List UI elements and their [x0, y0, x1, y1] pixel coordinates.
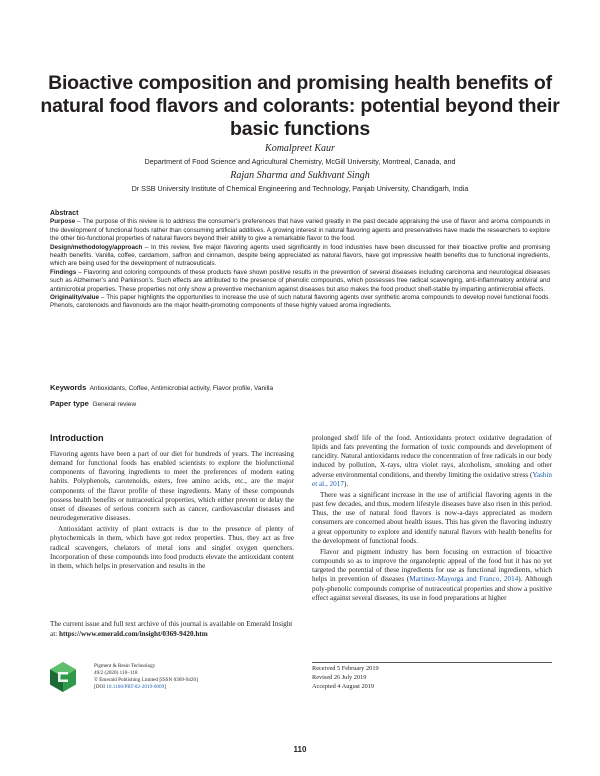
abstract-originality [50, 294, 550, 311]
abstract-design [50, 244, 550, 269]
date-accepted: Accepted 4 August 2019 [312, 682, 375, 690]
purpose-label: Purpose [50, 218, 76, 226]
purpose-text: – The purpose of this review is to address the consumer’s preferences that have varied greatly in the past decade appraising the use of flavor and aroma compounds in the development of functional foods rather than consuming artificial additives. A growing interest in natural flavoring agents and preservatives have made the researchers to explore the other bio-functional properties of natural flavors beyond their ability to give a remarkable flavor to the food. [50, 218, 550, 243]
journal-info [94, 663, 198, 691]
intro-paragraph-3 [312, 434, 552, 489]
para3-text-a: prolonged shelf life of the food. Antioxidants protect oxidative degradation of lipids and fats preventing the formation of toxic compounds and development of rancidity. Natural antioxidants reduce the concentration of free radicals in our body induced by pollution, X-rays, ultra violet rays, alcoholism, smoking and other adverse environmental conditions, and thereby limiting the oxidative stress ( [312, 434, 552, 479]
article-title: Bioactive composition and promising health benefits of natural food flavors and colorants: potential beyond their basic functions [40, 72, 560, 140]
date-revised: Revised 26 July 2019 [312, 673, 367, 681]
intro-paragraph-4: There was a significant increase in the use of artificial flavoring agents in the past few decades, and thus, modern lifestyle diseases have also risen in this period. Thus, the use of natural food flavors is now-a-days appreciated as modern consumers are concerned about health issues. This has given the flavoring industry a great opportunity to explore and identify natural flavors with health benefits for the development of functional foods. [312, 490, 552, 545]
author-affiliation-2: Dr SSB University Institute of Chemical Engineering and Technology, Panjab University, Chandigarh, India [131, 184, 469, 193]
journal-name: Pigment & Resin Technology [94, 663, 156, 669]
intro-paragraph-5 [312, 548, 552, 603]
paper-type-text: General review [92, 401, 137, 408]
journal-url-link[interactable]: https://www.emerald.com/insight/0369-9420.htm [58, 630, 208, 638]
author-names-2: Rajan Sharma and Sukhvant Singh [230, 170, 370, 181]
page-number: 110 [293, 745, 307, 754]
journal-publisher: © Emerald Publishing Limited [ISSN 0369-9420] [94, 677, 198, 684]
abstract-section [50, 210, 550, 311]
access-note-text: The current issue and full text archive of this journal is available on Emerald Insight at: [50, 620, 293, 638]
paper-type-label: Paper type [50, 399, 89, 408]
design-text: – In this review, five major flavoring agents used significantly in food industries have been discussed for their bioactive profile and promising health benefits. Vanilla, coffee, cardamom, saffron and cinnamon, despite being appreciated as natural flavors, have got impressive health benefits due to functional ingredients, which are being used for the development of nutraceuticals. [50, 243, 550, 268]
findings-text: – Flavoring and coloring compounds of these products have shown positive results in the prevention of several diseases including carcinoma and neurological diseases such as Alzheimer’s and Parkinson’s. Such effects are attributed to the presence of phenolic compounds, which possesses free radical scavenging, anti-inflammatory antiviral and antimicrobial properties. These properties not only show a preventive mechanism against diseases but also makes the food product shelf-stable by imparting antimicrobial effects. [50, 268, 550, 293]
para5-text-a: Flavor and pigment industry has been focusing on extraction of bioactive compounds so as to improve the organoleptic appeal of the food but it has no yet targeted the potential of these ingredients for use as functional ingredients, which helps in prevention of diseases ( [312, 547, 552, 584]
keywords-line [50, 383, 273, 393]
keywords-label: Keywords [50, 383, 87, 392]
right-column [312, 434, 552, 603]
intro-paragraph-2: Antioxidant activity of plant extracts is due to the presence of plenty of phytochemicals in them, which have got redox properties. Thus, they act as free radical scavengers, chelators of metal ions and singlet oxygen quenchers. Incorporation of these compounds into food products elevate the antioxidant content in them, which helps in preservation and results in the [50, 525, 294, 570]
emerald-logo-icon [50, 662, 76, 692]
access-note [50, 619, 294, 639]
author-affiliation-1: Department of Food Science and Agricultural Chemistry, McGill University, Montreal, Canada, and [144, 157, 456, 166]
para3-text-b: ). [343, 479, 349, 488]
author-names-1: Komalpreet Kaur [265, 143, 335, 154]
article-dates [312, 665, 379, 691]
citation-yashin[interactable]: Yashin et al., 2017 [312, 470, 552, 488]
para5-text-b: ). Although poly-phenolic compounds comprise of nutraceutical properties and show a positive effect against several diseases, its use in food preparations at higher [312, 575, 552, 602]
citation-martinez[interactable]: Martinez-Mayorga and Franco, 2014 [409, 575, 519, 584]
left-column [50, 450, 294, 571]
abstract-purpose [50, 218, 550, 243]
originality-label: Originality/value [50, 294, 99, 302]
introduction-heading: Introduction [50, 433, 104, 443]
date-received: Received 5 February 2019 [312, 665, 379, 672]
journal-doi [94, 684, 198, 691]
design-label: Design/methodology/approach [50, 243, 143, 251]
doi-suffix: ] [164, 684, 166, 691]
abstract-heading: Abstract [50, 210, 79, 217]
originality-text: – This paper highlights the opportunities to increase the use of such natural flavoring agents over synthetic aroma compounds to develop novel functional foods. Phenols, carotenoids and flavonoids are the major health-promoting components of these highly valued aroma ingredients. [50, 294, 550, 310]
keywords-text: Antioxidants, Coffee, Antimicrobial activity, Flavor profile, Vanilla [89, 385, 274, 392]
intro-paragraph-1: Flavoring agents have been a part of our diet for hundreds of years. The increasing demand for functional foods has enabled scientists to explore the biofunctional components of flavoring ingredients to meet the preferences of modern eating habits. Polyphenols, carotenoids, esters, free amino acids, etc., are the major components of the flavor profile of these ingredients. Many of these compounds possess health benefits or nutraceutical properties, which either prevent or delay the onset of diseases of serious concern such as cancer, cardiovascular diseases and neurodegenerative diseases. [50, 450, 294, 523]
doi-link[interactable]: 10.1108/PRT-02-2019-0009 [106, 684, 165, 691]
paper-type-line [50, 399, 136, 409]
findings-label: Findings [50, 268, 77, 276]
dates-divider [312, 662, 552, 663]
journal-volume: 49/2 (2020) 110–118 [94, 670, 138, 677]
doi-prefix: [DOI [94, 684, 107, 691]
abstract-findings [50, 269, 550, 294]
